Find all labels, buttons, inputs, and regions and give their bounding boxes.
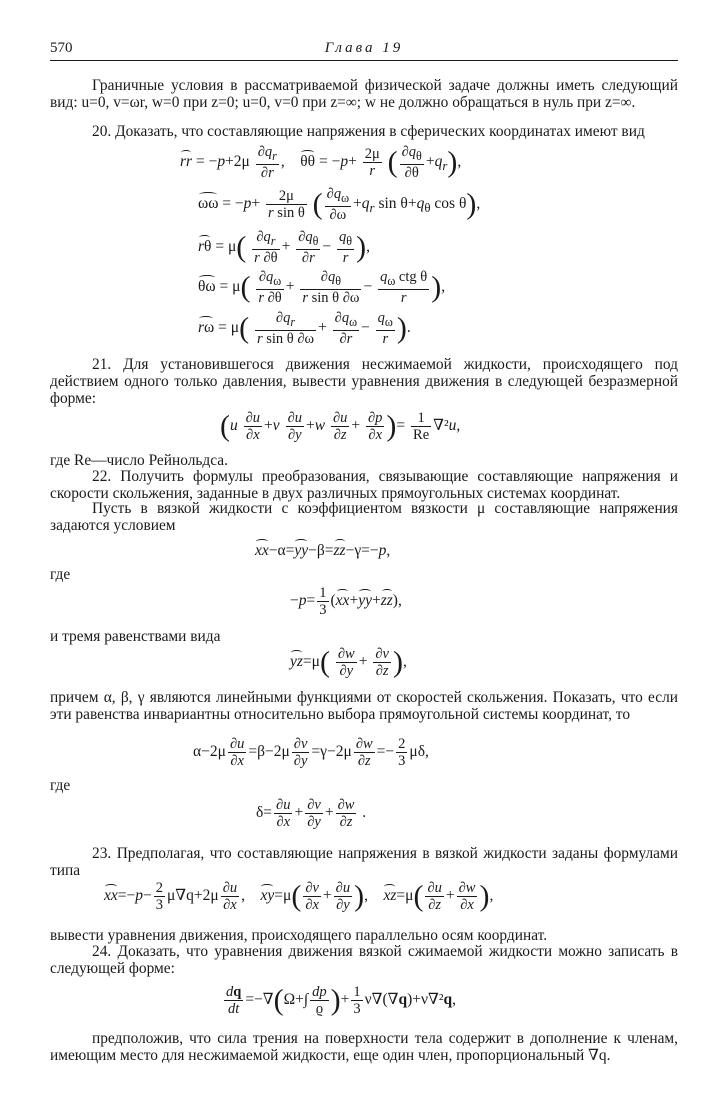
problem-22-statement — [50, 468, 678, 502]
equation-dimensionless-motion: (u $\frac{\partial u}{\partial x}$ +v $\frac{\partial u}{\partial y}$ +w $\frac{\partial u}{\partial z}$ + $\frac{\partial p}{\partial x}$ )= $\frac{1}{Re}$ ∇²u, — [220, 409, 461, 443]
where-label-1: где — [50, 566, 71, 583]
linear-functions-paragraph: причем α, β, γ являются линейными функциями от скоростей скольжения. Показать, что если эти равенства инвариантны относительно выбора прямоугольной системы координат, то — [50, 689, 678, 723]
where-label-2: где — [50, 777, 71, 794]
problem-number: 24. — [92, 943, 112, 960]
equation-rw: rω = μ( $\frac{\partial q_r}{\text{r sin θ ∂ω}}$ + $\frac{\partial q_\omega}{\partial r}$ − $\frac{q_\omega}{r}$ ). — [198, 310, 411, 347]
problem-number: 20. — [92, 123, 112, 140]
boundary-conditions-paragraph: Граничные условия в рассматриваемой физической задаче должны иметь следующий вид: u=0, v=ωr, w=0 при z=0; u=0, v=0 при z=∞; w не должно обращаться в нуль при z=∞. — [50, 77, 678, 111]
problem-text: Доказать, что составляющие напряжения в сферических координатах имеют вид — [115, 123, 645, 140]
problem-24-statement — [50, 943, 678, 977]
problem-text: Получить формулы преобразования, связывающие составляющие напряжения и скорости скольжения, заданные в двух различных прямоугольных системах координат. — [50, 468, 678, 502]
chapter-title: Глава 19 — [324, 40, 404, 56]
equation-thetaw: θω = μ( $\frac{\partial q_\omega}{r \partial\theta}$ + $\frac{\partial q_\theta}{\text{r sin θ ∂ω}}$ − $\frac{q_\omega ctg \theta}{r}$ ), — [198, 269, 446, 306]
equation-stress-formulas: xx=−p− $\frac{2}{3}$ μ∇q+2μ $\frac{\partial u}{\partial x}$ , xy=μ( $\frac{\partial v}{\partial x}$ + $\frac{\partial u}{\partial y}$ ), xz=μ( $\frac{\partial u}{\partial z}$ + $\frac{\partial w}{\partial x}$ ), — [104, 879, 494, 913]
equation-rr: rr = −p+2μ $\frac{\partial q_r}{\partial r}$ , θθ = −p+ $\frac{2\mu}{r}$ ( $\frac{\partial q_\theta}{\partial\theta}$ $+q_r$), — [180, 144, 462, 181]
equation-ww: ωω = −p+ $\frac{2\mu}{\text{r sin θ}}$ ( $\frac{\partial q_\omega}{\partial\omega}$ $+q_r$ $\sin \theta+q_\theta$ cos θ), — [198, 186, 481, 223]
page-header — [50, 40, 678, 61]
equation-stress-condition: xx−α=yy−β=zz−γ=−p, — [255, 542, 391, 559]
equation-compressible-motion: $\frac{dq}{dt}$ =−∇(Ω+∫ $\frac{dp}{ϱ}$ )+ $\frac{1}{3}$ ν∇(∇q)+ν∇²q, — [226, 983, 456, 1017]
problem-text: Для установившегося движения несжимаемой жидкости, происходящего под действием одного только давления, вывести уравнения движения в следующей безразмерной форме: — [50, 356, 679, 407]
problem-23-statement — [50, 845, 678, 879]
problem-21-statement — [50, 356, 678, 407]
friction-paragraph: предположив, что сила трения на поверхности тела содержит в дополнение к членам, имеющим место для несжимаемой жидкости, еще один член, пропорциональный ∇q. — [50, 1030, 678, 1064]
problem-number: 21. — [92, 356, 112, 373]
equation-mean-pressure: −p= $\frac{1}{3}$ (xx+yy+zz), — [290, 585, 402, 618]
viscosity-paragraph: Пусть в вязкой жидкости с коэффициентом вязкости μ составляющие напряжения задаются условием — [50, 500, 678, 534]
derive-motion-paragraph: вывести уравнения движения, происходящего параллельно осям координат. — [50, 927, 548, 944]
equation-delta: δ= $\frac{\partial u}{\partial x}$ + $\frac{\partial v}{\partial y}$ + $\frac{\partial w}{\partial z}$ . — [256, 797, 367, 830]
problem-text: Доказать, что уравнения движения вязкой сжимаемой жидкости можно записать в следующей форме: — [50, 943, 678, 977]
reynolds-note: где Re—число Рейнольдса. — [50, 452, 228, 469]
problem-number: 22. — [92, 468, 112, 485]
equation-alpha-beta-gamma: α−2μ $\frac{\partial u}{\partial x}$ =β−2μ $\frac{\partial v}{\partial y}$ =γ−2μ $\frac{\partial w}{\partial z}$ =− $\frac{2}{3}$ μδ, — [193, 736, 429, 769]
equation-yz-stress: yz=μ( $\frac{\partial w}{\partial y}$ + $\frac{\partial v}{\partial z}$ ), — [290, 645, 407, 679]
equation-rtheta: rθ = μ( $\frac{\partial q_r}{r \partial\theta}$ + $\frac{\partial q_\theta}{\partial r}$ − $\frac{q_\theta}{r}$ ), — [198, 229, 370, 266]
three-equalities-paragraph: и тремя равенствами вида — [50, 628, 221, 645]
problem-number: 23. — [92, 845, 112, 862]
problem-text: Предполагая, что составляющие напряжения в вязкой жидкости заданы формулами типа — [50, 845, 678, 879]
page-number: 570 — [50, 40, 73, 56]
problem-20-statement — [50, 123, 678, 140]
